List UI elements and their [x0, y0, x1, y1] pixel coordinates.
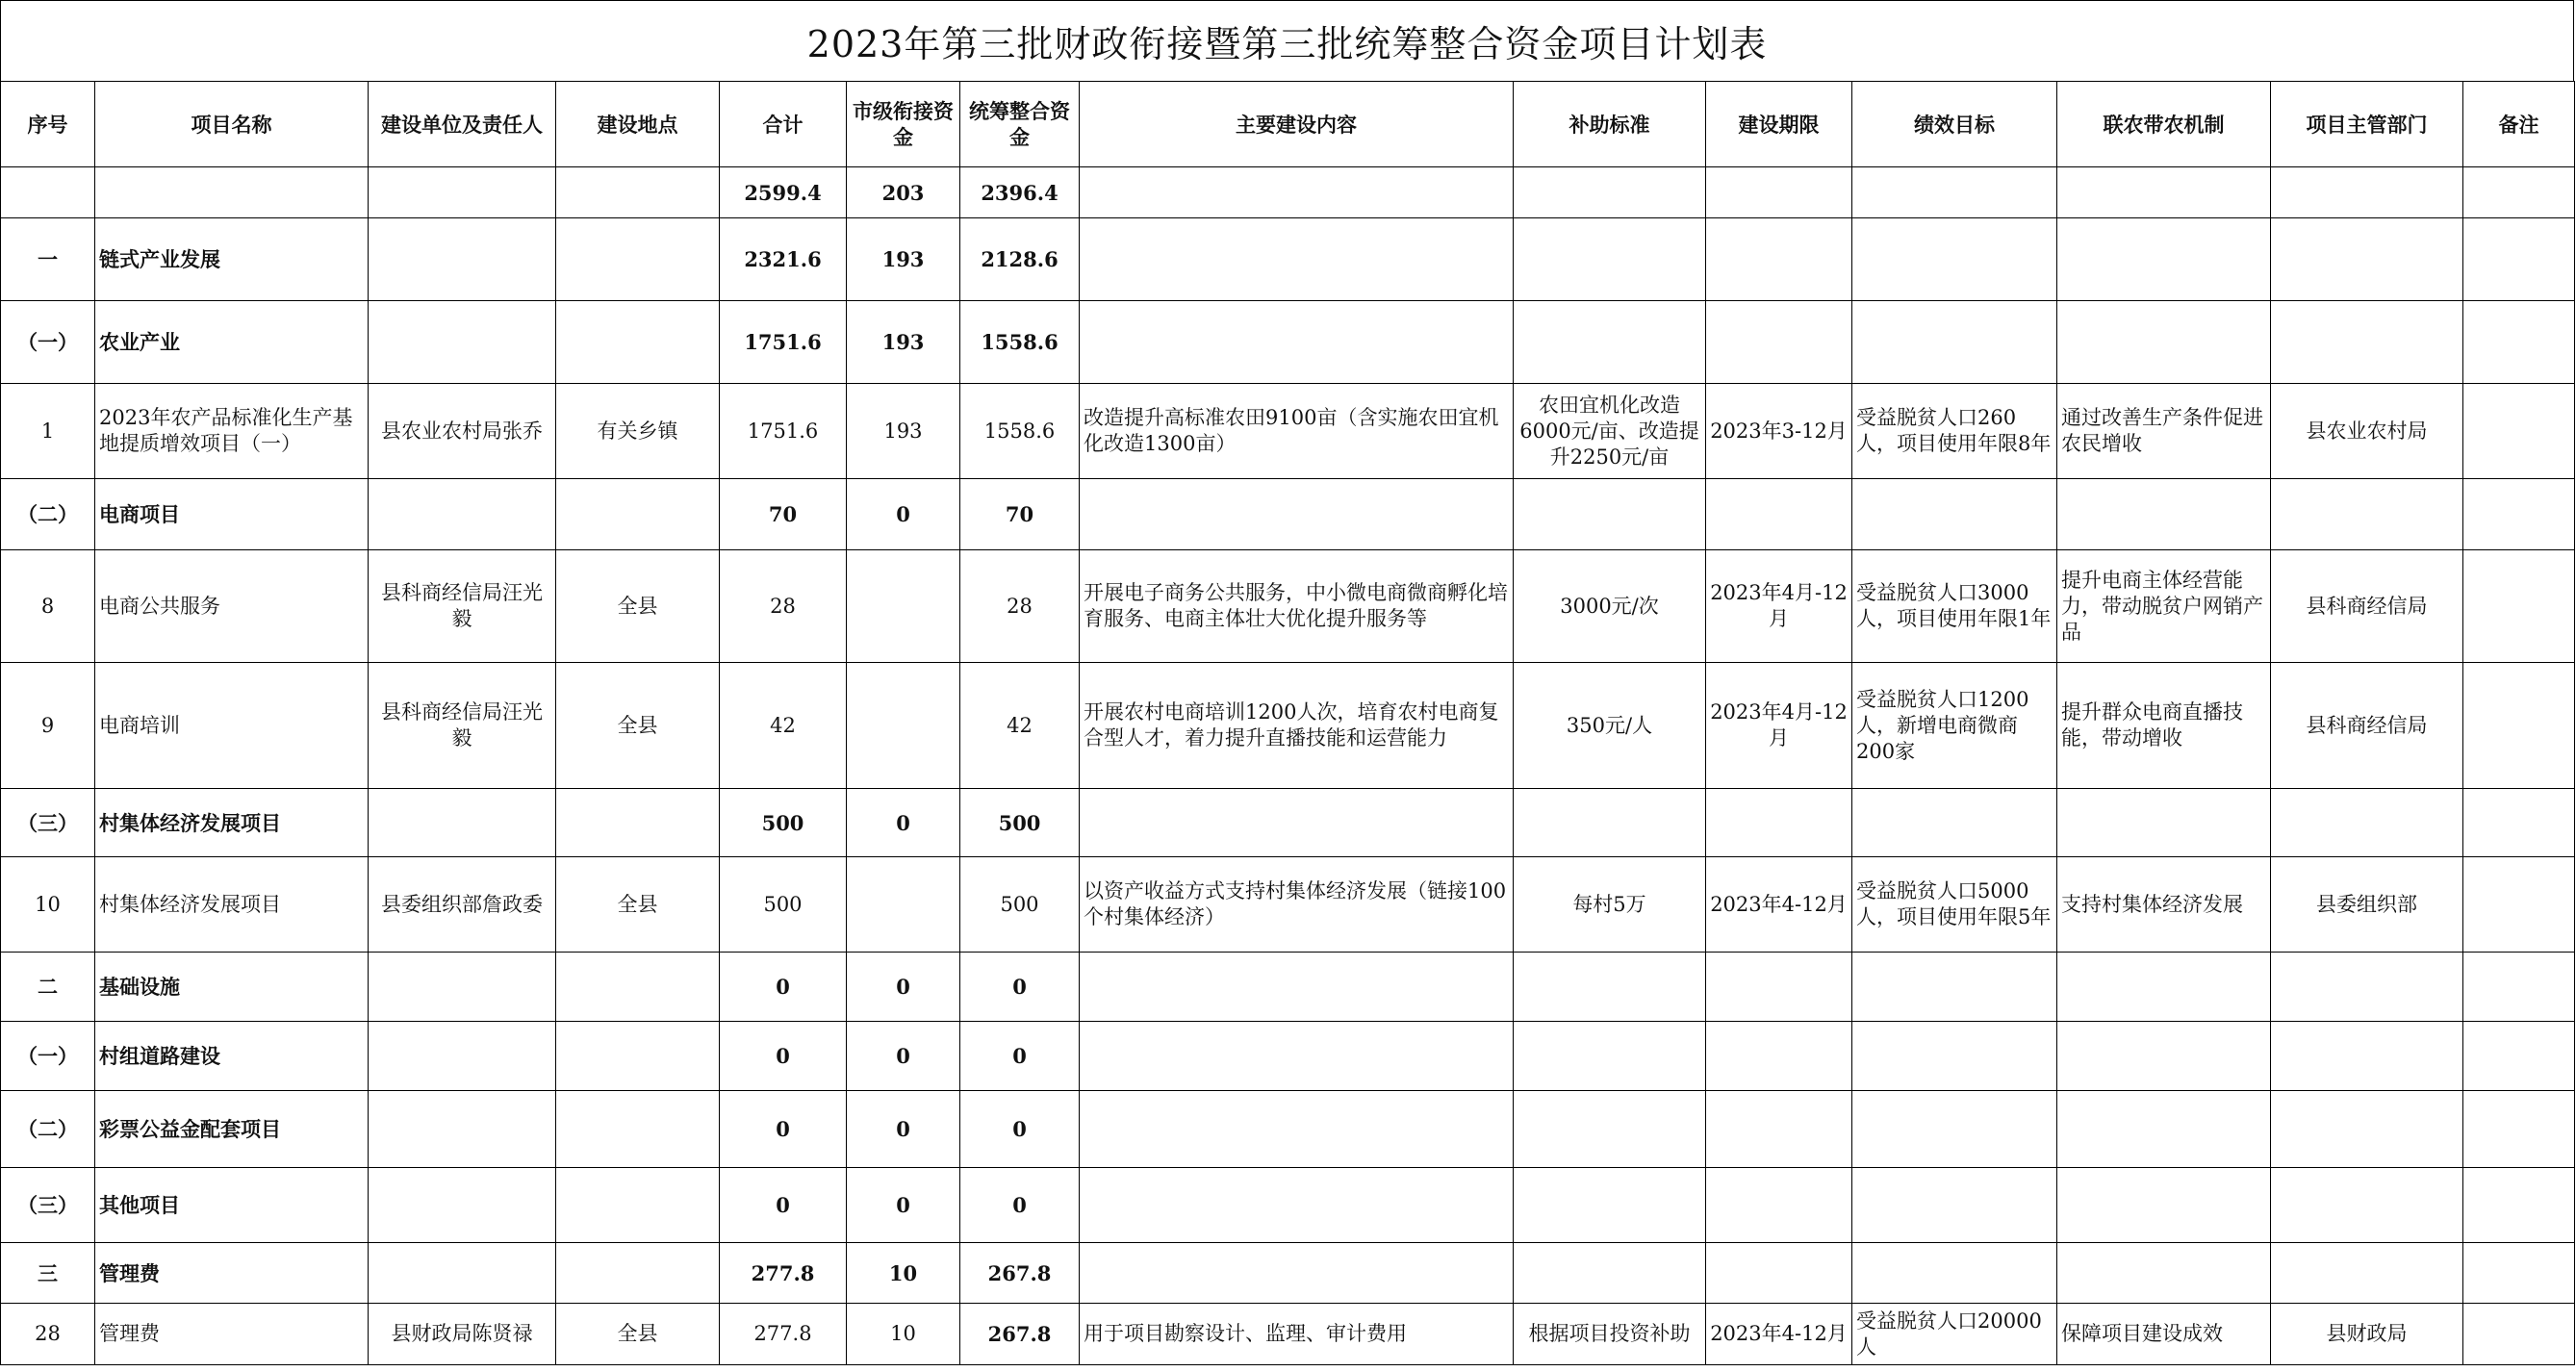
cell-dept — [2271, 1243, 2463, 1304]
cell-unit — [369, 1243, 556, 1304]
cell-mechanism — [2057, 1243, 2271, 1304]
cell-content: 以资产收益方式支持村集体经济发展（链接100个村集体经济） — [1080, 857, 1514, 953]
summary-row — [1, 1168, 2575, 1243]
sheet-title: 2023年第三批财政衔接暨第三批统筹整合资金项目计划表 — [806, 23, 1768, 65]
cell-goal — [1852, 1243, 2057, 1304]
cell-city: 193 — [847, 301, 960, 384]
cell-note — [2463, 301, 2575, 384]
cell-place: 有关乡镇 — [556, 384, 720, 479]
cell-dept — [2271, 167, 2463, 218]
table-row — [1, 857, 2575, 953]
cell-period — [1706, 1091, 1852, 1168]
cell-no — [1, 167, 95, 218]
cell-period: 2023年3-12月 — [1706, 384, 1852, 479]
cell-period — [1706, 1168, 1852, 1243]
table-row — [1, 1304, 2575, 1365]
cell-standard: 根据项目投资补助 — [1514, 1304, 1706, 1365]
cell-total: 0 — [720, 1168, 847, 1243]
cell-standard: 350元/人 — [1514, 663, 1706, 789]
cell-note — [2463, 479, 2575, 550]
cell-total: 1751.6 — [720, 384, 847, 479]
cell-content: 开展农村电商培训1200人次，培育农村电商复合型人才，着力提升直播技能和运营能力 — [1080, 663, 1514, 789]
cell-dept: 县委组织部 — [2271, 857, 2463, 953]
cell-goal — [1852, 167, 2057, 218]
summary-row — [1, 1243, 2575, 1304]
cell-integ: 500 — [960, 789, 1080, 857]
cell-city: 0 — [847, 479, 960, 550]
cell-no: 10 — [1, 857, 95, 953]
cell-note — [2463, 789, 2575, 857]
cell-goal: 受益脱贫人口260人，项目使用年限8年 — [1852, 384, 2057, 479]
header-cell: 建设地点 — [556, 82, 720, 167]
cell-place — [556, 479, 720, 550]
cell-place — [556, 218, 720, 301]
cell-place — [556, 953, 720, 1022]
cell-content — [1080, 1091, 1514, 1168]
cell-period — [1706, 1243, 1852, 1304]
cell-name: 其他项目 — [95, 1168, 369, 1243]
cell-no: 二 — [1, 953, 95, 1022]
cell-name: 农业产业 — [95, 301, 369, 384]
cell-content — [1080, 953, 1514, 1022]
cell-goal: 受益脱贫人口5000人，项目使用年限5年 — [1852, 857, 2057, 953]
cell-note — [2463, 1168, 2575, 1243]
table-row — [1, 550, 2575, 663]
cell-standard — [1514, 479, 1706, 550]
cell-integ: 500 — [960, 857, 1080, 953]
cell-period — [1706, 1022, 1852, 1091]
cell-dept — [2271, 479, 2463, 550]
cell-city: 0 — [847, 1022, 960, 1091]
summary-row — [1, 479, 2575, 550]
summary-row — [1, 301, 2575, 384]
cell-total: 500 — [720, 789, 847, 857]
cell-name: 管理费 — [95, 1243, 369, 1304]
cell-period — [1706, 301, 1852, 384]
summary-row — [1, 1022, 2575, 1091]
cell-note — [2463, 953, 2575, 1022]
table-row — [1, 384, 2575, 479]
cell-mechanism: 提升群众电商直播技能，带动增收 — [2057, 663, 2271, 789]
cell-name: 基础设施 — [95, 953, 369, 1022]
cell-total: 0 — [720, 1091, 847, 1168]
cell-place — [556, 167, 720, 218]
cell-no: 三 — [1, 1243, 95, 1304]
summary-row — [1, 789, 2575, 857]
cell-unit: 县农业农村局张乔 — [369, 384, 556, 479]
cell-integ: 28 — [960, 550, 1080, 663]
cell-mechanism — [2057, 218, 2271, 301]
cell-city — [847, 663, 960, 789]
cell-mechanism — [2057, 301, 2271, 384]
cell-place: 全县 — [556, 663, 720, 789]
cell-name: 彩票公益金配套项目 — [95, 1091, 369, 1168]
cell-goal — [1852, 479, 2057, 550]
cell-total: 2599.4 — [720, 167, 847, 218]
cell-integ: 42 — [960, 663, 1080, 789]
cell-unit: 县科商经信局汪光毅 — [369, 663, 556, 789]
cell-unit: 县科商经信局汪光毅 — [369, 550, 556, 663]
header-cell: 绩效目标 — [1852, 82, 2057, 167]
cell-total: 1751.6 — [720, 301, 847, 384]
cell-note — [2463, 1091, 2575, 1168]
cell-period — [1706, 789, 1852, 857]
cell-mechanism: 保障项目建设成效 — [2057, 1304, 2271, 1365]
cell-place: 全县 — [556, 1304, 720, 1365]
cell-goal — [1852, 1091, 2057, 1168]
cell-dept — [2271, 789, 2463, 857]
cell-standard — [1514, 789, 1706, 857]
cell-place: 全县 — [556, 550, 720, 663]
cell-standard — [1514, 218, 1706, 301]
cell-mechanism — [2057, 953, 2271, 1022]
cell-period: 2023年4月-12月 — [1706, 663, 1852, 789]
summary-row — [1, 218, 2575, 301]
cell-mechanism — [2057, 479, 2271, 550]
cell-standard: 每村5万 — [1514, 857, 1706, 953]
cell-content — [1080, 1168, 1514, 1243]
cell-place — [556, 1168, 720, 1243]
header-cell: 项目名称 — [95, 82, 369, 167]
header-cell: 建设单位及责任人 — [369, 82, 556, 167]
cell-name: 链式产业发展 — [95, 218, 369, 301]
cell-place — [556, 789, 720, 857]
cell-note — [2463, 663, 2575, 789]
cell-no: 28 — [1, 1304, 95, 1365]
cell-goal — [1852, 1022, 2057, 1091]
cell-unit — [369, 789, 556, 857]
cell-content — [1080, 789, 1514, 857]
cell-period — [1706, 167, 1852, 218]
cell-total: 277.8 — [720, 1243, 847, 1304]
cell-city: 0 — [847, 953, 960, 1022]
cell-goal — [1852, 1168, 2057, 1243]
title-row — [0, 0, 2574, 81]
cell-dept: 县农业农村局 — [2271, 384, 2463, 479]
cell-city — [847, 857, 960, 953]
cell-content — [1080, 218, 1514, 301]
header-row — [1, 82, 2575, 167]
table-row — [1, 663, 2575, 789]
cell-period — [1706, 479, 1852, 550]
header-cell: 主要建设内容 — [1080, 82, 1514, 167]
cell-unit — [369, 1022, 556, 1091]
cell-content — [1080, 479, 1514, 550]
cell-total: 277.8 — [720, 1304, 847, 1365]
cell-no: 9 — [1, 663, 95, 789]
cell-standard — [1514, 1168, 1706, 1243]
cell-standard — [1514, 953, 1706, 1022]
cell-total: 28 — [720, 550, 847, 663]
project-plan-table — [0, 81, 2575, 1365]
cell-no: （三） — [1, 1168, 95, 1243]
cell-mechanism: 提升电商主体经营能力，带动脱贫户网销产品 — [2057, 550, 2271, 663]
header-cell: 项目主管部门 — [2271, 82, 2463, 167]
cell-city: 0 — [847, 789, 960, 857]
cell-note — [2463, 1304, 2575, 1365]
cell-name: 村组道路建设 — [95, 1022, 369, 1091]
cell-integ: 0 — [960, 1091, 1080, 1168]
summary-row — [1, 1091, 2575, 1168]
cell-city: 10 — [847, 1243, 960, 1304]
cell-name: 电商培训 — [95, 663, 369, 789]
cell-name: 2023年农产品标准化生产基地提质增效项目（一） — [95, 384, 369, 479]
cell-total: 42 — [720, 663, 847, 789]
cell-goal: 受益脱贫人口1200人，新增电商微商200家 — [1852, 663, 2057, 789]
cell-unit — [369, 479, 556, 550]
cell-goal — [1852, 218, 2057, 301]
cell-period: 2023年4-12月 — [1706, 1304, 1852, 1365]
cell-content — [1080, 301, 1514, 384]
cell-content: 开展电子商务公共服务，中小微电商微商孵化培育服务、电商主体壮大优化提升服务等 — [1080, 550, 1514, 663]
cell-name: 村集体经济发展项目 — [95, 857, 369, 953]
cell-city: 193 — [847, 218, 960, 301]
cell-note — [2463, 218, 2575, 301]
cell-integ: 0 — [960, 1022, 1080, 1091]
header-cell: 序号 — [1, 82, 95, 167]
cell-place: 全县 — [556, 857, 720, 953]
cell-mechanism: 通过改善生产条件促进农民增收 — [2057, 384, 2271, 479]
cell-place — [556, 1022, 720, 1091]
cell-period: 2023年4月-12月 — [1706, 550, 1852, 663]
cell-total: 2321.6 — [720, 218, 847, 301]
header-cell: 市级衔接资金 — [847, 82, 960, 167]
cell-place — [556, 301, 720, 384]
cell-integ: 1558.6 — [960, 384, 1080, 479]
cell-period — [1706, 953, 1852, 1022]
cell-goal — [1852, 789, 2057, 857]
cell-dept — [2271, 1022, 2463, 1091]
cell-standard — [1514, 167, 1706, 218]
cell-integ: 267.8 — [960, 1243, 1080, 1304]
cell-note — [2463, 550, 2575, 663]
cell-total: 500 — [720, 857, 847, 953]
cell-no: （一） — [1, 301, 95, 384]
cell-city: 0 — [847, 1168, 960, 1243]
cell-no: （二） — [1, 479, 95, 550]
cell-standard — [1514, 1243, 1706, 1304]
cell-integ: 2128.6 — [960, 218, 1080, 301]
cell-goal — [1852, 301, 2057, 384]
cell-name: 村集体经济发展项目 — [95, 789, 369, 857]
cell-place — [556, 1243, 720, 1304]
cell-mechanism — [2057, 1168, 2271, 1243]
cell-no: 1 — [1, 384, 95, 479]
cell-note — [2463, 1243, 2575, 1304]
cell-name: 管理费 — [95, 1304, 369, 1365]
header-cell: 联农带农机制 — [2057, 82, 2271, 167]
header-cell: 统筹整合资金 — [960, 82, 1080, 167]
header-cell: 建设期限 — [1706, 82, 1852, 167]
cell-content — [1080, 167, 1514, 218]
cell-unit — [369, 1168, 556, 1243]
cell-standard: 3000元/次 — [1514, 550, 1706, 663]
cell-city: 0 — [847, 1091, 960, 1168]
cell-integ: 1558.6 — [960, 301, 1080, 384]
cell-content: 用于项目勘察设计、监理、审计费用 — [1080, 1304, 1514, 1365]
cell-place — [556, 1091, 720, 1168]
summary-row — [1, 167, 2575, 218]
cell-standard — [1514, 1022, 1706, 1091]
cell-no: 8 — [1, 550, 95, 663]
cell-no: （二） — [1, 1091, 95, 1168]
cell-integ: 2396.4 — [960, 167, 1080, 218]
summary-row — [1, 953, 2575, 1022]
cell-name — [95, 167, 369, 218]
cell-note — [2463, 167, 2575, 218]
cell-unit — [369, 301, 556, 384]
cell-dept — [2271, 218, 2463, 301]
cell-note — [2463, 857, 2575, 953]
cell-city: 193 — [847, 384, 960, 479]
header-cell: 补助标准 — [1514, 82, 1706, 167]
cell-content — [1080, 1243, 1514, 1304]
cell-total: 0 — [720, 953, 847, 1022]
cell-dept: 县科商经信局 — [2271, 663, 2463, 789]
cell-total: 0 — [720, 1022, 847, 1091]
cell-total: 70 — [720, 479, 847, 550]
cell-city: 10 — [847, 1304, 960, 1365]
cell-period — [1706, 218, 1852, 301]
cell-note — [2463, 384, 2575, 479]
cell-no: （一） — [1, 1022, 95, 1091]
cell-mechanism — [2057, 789, 2271, 857]
cell-mechanism — [2057, 1091, 2271, 1168]
cell-goal: 受益脱贫人口3000人，项目使用年限1年 — [1852, 550, 2057, 663]
cell-integ: 70 — [960, 479, 1080, 550]
cell-name: 电商项目 — [95, 479, 369, 550]
cell-no: 一 — [1, 218, 95, 301]
cell-no: （三） — [1, 789, 95, 857]
cell-standard: 农田宜机化改造6000元/亩、改造提升2250元/亩 — [1514, 384, 1706, 479]
cell-period: 2023年4-12月 — [1706, 857, 1852, 953]
cell-unit — [369, 167, 556, 218]
cell-dept — [2271, 1168, 2463, 1243]
cell-note — [2463, 1022, 2575, 1091]
cell-mechanism: 支持村集体经济发展 — [2057, 857, 2271, 953]
cell-standard — [1514, 301, 1706, 384]
cell-dept — [2271, 953, 2463, 1022]
cell-unit — [369, 218, 556, 301]
cell-dept: 县财政局 — [2271, 1304, 2463, 1365]
cell-dept — [2271, 1091, 2463, 1168]
cell-unit — [369, 1091, 556, 1168]
cell-unit: 县委组织部詹政委 — [369, 857, 556, 953]
cell-unit: 县财政局陈贤禄 — [369, 1304, 556, 1365]
cell-integ: 0 — [960, 1168, 1080, 1243]
header-cell: 合计 — [720, 82, 847, 167]
cell-mechanism — [2057, 167, 2271, 218]
cell-content: 改造提升高标准农田9100亩（含实施农田宜机化改造1300亩） — [1080, 384, 1514, 479]
cell-city: 203 — [847, 167, 960, 218]
cell-mechanism — [2057, 1022, 2271, 1091]
cell-goal: 受益脱贫人口20000人 — [1852, 1304, 2057, 1365]
cell-dept — [2271, 301, 2463, 384]
cell-unit — [369, 953, 556, 1022]
cell-city — [847, 550, 960, 663]
table-body — [1, 167, 2575, 1365]
cell-integ: 267.8 — [960, 1304, 1080, 1365]
cell-dept: 县科商经信局 — [2271, 550, 2463, 663]
cell-integ: 0 — [960, 953, 1080, 1022]
cell-content — [1080, 1022, 1514, 1091]
cell-name: 电商公共服务 — [95, 550, 369, 663]
cell-goal — [1852, 953, 2057, 1022]
header-cell: 备注 — [2463, 82, 2575, 167]
cell-standard — [1514, 1091, 1706, 1168]
